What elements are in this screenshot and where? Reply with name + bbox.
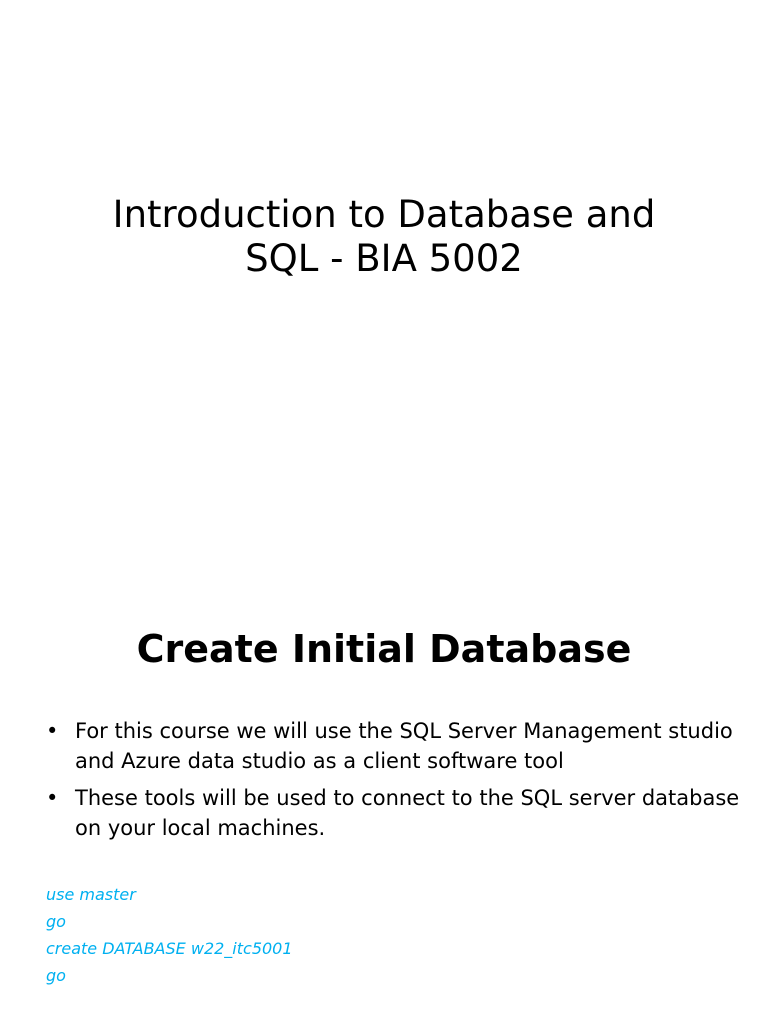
bullet-text: For this course we will use the SQL Server Management studio and Azure data studio as a client software tool	[75, 719, 733, 773]
list-item	[46, 716, 746, 776]
code-line: go	[46, 912, 66, 931]
code-line: create DATABASE w22_itc5001	[46, 939, 293, 958]
bullet-icon: •	[46, 786, 59, 810]
list-item	[46, 783, 746, 843]
section-heading: Create Initial Database	[136, 627, 632, 671]
bullet-list	[46, 716, 746, 850]
code-line: go	[46, 966, 66, 985]
slide-title	[0, 193, 768, 281]
slide-title-line-2: SQL - BIA 5002	[245, 237, 523, 280]
bullet-text: These tools will be used to connect to the SQL server database on your local machines.	[75, 786, 740, 840]
code-line: use master	[46, 885, 136, 904]
slide-title-line-1: Introduction to Database and	[112, 193, 656, 236]
sql-code-block	[46, 881, 293, 989]
bullet-icon: •	[46, 719, 59, 743]
